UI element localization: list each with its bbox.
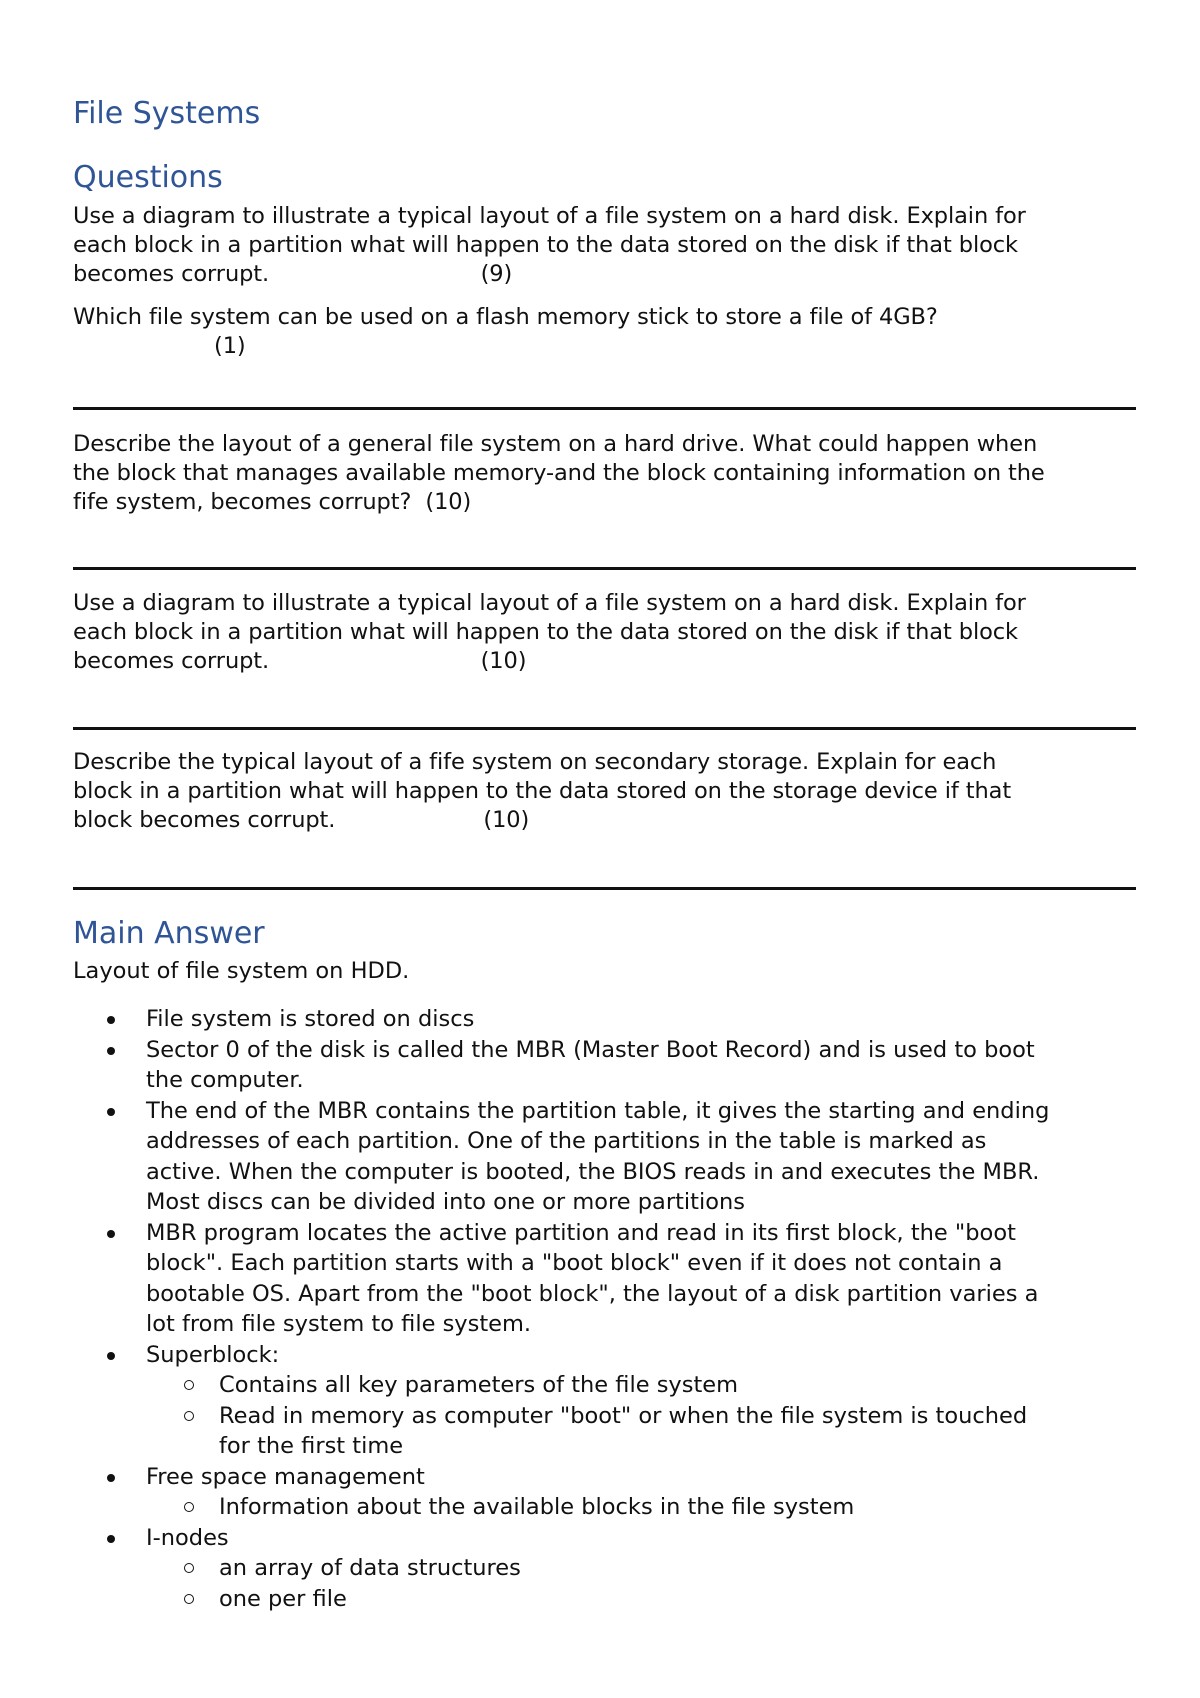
bullet-icon	[107, 1474, 115, 1482]
sub-list-item-line: Contains all key parameters of the file system	[219, 1372, 739, 1398]
list-item	[73, 1035, 1143, 1096]
question-2-line: Which file system can be used on a flash memory stick to store a file of 4GB?	[73, 304, 938, 330]
list-item-line: addresses of each partition. One of the partitions in the table is marked as	[146, 1128, 987, 1154]
sub-list	[146, 1370, 1143, 1462]
list-item-line: Most discs can be divided into one or more partitions	[146, 1189, 745, 1215]
list-item-line: active. When the computer is booted, the BIOS reads in and executes the MBR.	[146, 1158, 1040, 1185]
list-item	[73, 1218, 1143, 1340]
divider	[73, 727, 1136, 730]
list-item-line: The end of the MBR contains the partition table, it gives the starting and ending	[146, 1097, 1050, 1124]
list-item	[73, 1004, 1143, 1035]
list-item-line: MBR program locates the active partition and read in its first block, the "boot	[146, 1219, 1016, 1246]
page-title: File Systems	[73, 96, 261, 131]
question-3-line: Describe the layout of a general file system on a hard drive. What could happen when	[73, 431, 1038, 457]
circle-bullet-icon	[184, 1411, 194, 1421]
bullet-icon	[107, 1047, 115, 1055]
sub-list-item-line: Read in memory as computer "boot" or when the file system is touched	[219, 1402, 1028, 1429]
circle-bullet-icon	[184, 1502, 194, 1512]
divider	[73, 407, 1136, 410]
answer-bullet-list	[73, 1004, 1143, 1614]
sub-list-item	[146, 1584, 1143, 1615]
question-1	[73, 202, 1143, 289]
list-item-line: block". Each partition starts with a "boot block" even if it does not contain a	[146, 1250, 1003, 1276]
list-item-line: File system is stored on discs	[146, 1006, 475, 1032]
question-3-line: the block that manages available memory-and the block containing information on the	[73, 460, 1045, 486]
list-item	[73, 1462, 1143, 1523]
divider	[73, 887, 1136, 890]
list-item-line: Superblock:	[146, 1341, 280, 1368]
question-5-line: block in a partition what will happen to the data stored on the storage device if that	[73, 778, 1012, 804]
sub-list-item	[146, 1492, 1143, 1523]
questions-heading: Questions	[73, 160, 223, 195]
question-4	[73, 589, 1143, 676]
sub-list-item-line: for the first time	[219, 1433, 404, 1459]
list-item	[73, 1340, 1143, 1462]
question-5-line: block becomes corrupt. (10)	[73, 807, 530, 833]
bullet-icon	[107, 1108, 115, 1116]
sub-list-item	[146, 1370, 1143, 1401]
question-4-line: Use a diagram to illustrate a typical layout of a file system on a hard disk. Explain for	[73, 590, 1026, 616]
list-item-line: lot from file system to file system.	[146, 1311, 532, 1337]
question-2	[73, 303, 1143, 361]
question-4-line: becomes corrupt. (10)	[73, 648, 527, 674]
list-item-line: I-nodes	[146, 1524, 229, 1551]
list-item-line: Free space management	[146, 1463, 425, 1490]
bullet-icon	[107, 1016, 115, 1024]
question-3	[73, 430, 1143, 517]
question-1-line: Use a diagram to illustrate a typical layout of a file system on a hard disk. Explain for	[73, 203, 1026, 229]
bullet-icon	[107, 1535, 115, 1543]
list-item-line: the computer.	[146, 1067, 304, 1093]
sub-list	[146, 1492, 1143, 1523]
sub-list-item	[146, 1401, 1143, 1462]
question-1-line: becomes corrupt. (9)	[73, 261, 513, 287]
question-3-line: fife system, becomes corrupt? (10)	[73, 489, 472, 515]
bullet-icon	[107, 1352, 115, 1360]
sub-list	[146, 1553, 1143, 1614]
circle-bullet-icon	[184, 1563, 194, 1573]
circle-bullet-icon	[184, 1380, 194, 1390]
sub-list-item-line: an array of data structures	[219, 1555, 521, 1581]
question-5	[73, 748, 1143, 835]
question-5-line: Describe the typical layout of a fife system on secondary storage. Explain for each	[73, 749, 997, 775]
list-item-line: bootable OS. Apart from the "boot block", the layout of a disk partition varies a	[146, 1280, 1039, 1307]
list-item	[73, 1523, 1143, 1615]
divider	[73, 567, 1136, 570]
list-item-line: Sector 0 of the disk is called the MBR (Master Boot Record) and is used to boot	[146, 1036, 1035, 1063]
circle-bullet-icon	[184, 1594, 194, 1604]
question-1-line: each block in a partition what will happen to the data stored on the disk if that block	[73, 232, 1018, 258]
sub-list-item	[146, 1553, 1143, 1584]
question-4-line: each block in a partition what will happen to the data stored on the disk if that block	[73, 619, 1018, 645]
bullet-icon	[107, 1230, 115, 1238]
list-item	[73, 1096, 1143, 1218]
question-2-line: (1)	[73, 333, 246, 359]
sub-list-item-line: one per file	[219, 1585, 347, 1612]
answer-intro: Layout of file system on HDD.	[73, 958, 410, 984]
sub-list-item-line: Information about the available blocks in the file system	[219, 1494, 855, 1520]
main-answer-heading: Main Answer	[73, 916, 265, 951]
